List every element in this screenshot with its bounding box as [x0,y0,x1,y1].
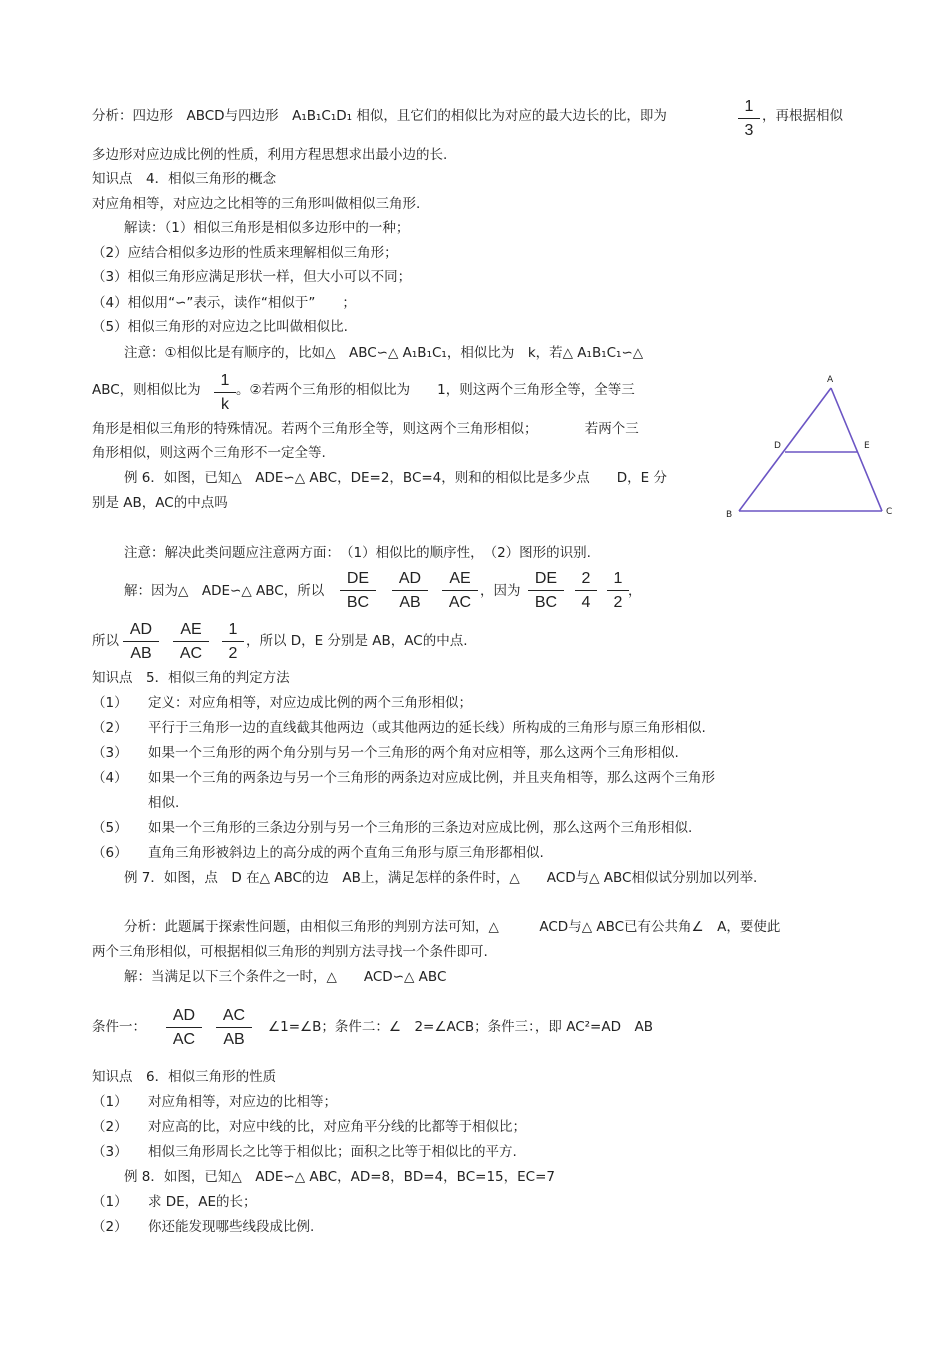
kp4-definition: 对应角相等，对应边之比相等的三角形叫做相似三角形. [92,196,421,212]
kp5-item-text: 相似. [148,795,180,811]
kp6-item-number: （1） [92,1094,128,1110]
analysis-7-line-b: 两个三角形相似，可根据相似三角形的判别方法寻找一个条件即可. [92,944,488,960]
kp5-item-number: （1） [92,695,128,711]
label-e: E [864,441,870,451]
kp4-item: （3）相似三角形应满足形状一样，但大小可以不同； [92,269,412,285]
side-ab [739,388,831,511]
kp5-item-number: （5） [92,820,128,836]
fraction-ad-ab: $\frac{AD}{AB}$ [392,568,428,615]
fraction-two-fourths: $\frac{2}{4}$ [575,568,597,615]
fraction-de-bc: $\frac{DE}{BC}$ [528,568,564,615]
section-title-kp4: 知识点 4．相似三角形的概念 [92,171,277,187]
section-title-kp6: 知识点 6．相似三角形的性质 [92,1069,277,1085]
side-ac [831,388,882,511]
fraction-one-half: $\frac{1}{2}$ [607,568,629,615]
kp5-item-text: 直角三角形被斜边上的高分成的两个直角三角形与原三角形都相似. [148,845,544,861]
solution-6-mid: ，因为 [480,583,521,599]
note-1-line-b-tail: 。②若两个三角形的相似比为 1，则这两个三角形全等，全等三 [236,382,635,398]
kp6-item-text: 相似三角形周长之比等于相似比；面积之比等于相似比的平方. [148,1144,517,1160]
kp5-item-text: 平行于三角形一边的直线截其他两边（或其他两边的延长线）所构成的三角形与原三角形相似. [148,720,706,736]
ex8-item-text: 你还能发现哪些线段成比例. [148,1219,315,1235]
kp5-item-text: 如果一个三角形的两个角分别与另一个三角形的两个角对应相等，那么这两个三角形相似. [148,745,679,761]
fraction-ad-ac: $\frac{AD}{AC}$ [166,1005,202,1052]
kp4-item: （2）应结合相似多边形的性质来理解相似三角形； [92,245,398,261]
note-1-line-c: 角形是相似三角形的特殊情况。若两个三角形全等，则这两个三角形相似； 若两个三 [92,421,639,437]
section-title-kp5: 知识点 5．相似三角的判定方法 [92,670,290,686]
solution-6-line-b-tail: ，所以 D，E 分别是 AB，AC的中点. [246,633,468,649]
fraction-ac-ab: $\frac{AC}{AB}$ [216,1005,252,1052]
kp6-item-number: （3） [92,1144,128,1160]
solution-6-comma: ， [628,583,642,599]
condition-tail: ∠1=∠B；条件二：∠ 2=∠ACB；条件三：，即 AC²=AD AB [268,1019,653,1035]
solution-6-line-b: 所以 [92,633,119,649]
example-6-line-a: 例 6．如图，已知△ ADE∽△ ABC，DE=2，BC=4，则和的相似比是多少点 D，E 分 [124,470,667,486]
fraction-ae-ac: $\frac{AE}{AC}$ [173,619,209,666]
ex8-item-text: 求 DE，AE的长； [148,1194,257,1210]
fraction-de-bc: $\frac{DE}{BC}$ [340,568,376,615]
kp6-item-text: 对应高的比，对应中线的比，对应角平分线的比都等于相似比； [148,1119,526,1135]
fraction-one-half: $\frac{1}{2}$ [222,619,244,666]
kp5-item-text: 如果一个三角形的三条边分别与另一个三角形的三条边对应成比例，那么这两个三角形相似. [148,820,693,836]
triangle-figure [722,370,902,520]
example-6-line-b: 别是 AB，AC的中点吗 [92,495,228,511]
kp6-item-text: 对应角相等，对应边的比相等； [148,1094,337,1110]
example-7: 例 7．如图，点 D 在△ ABC的边 AB上，满足怎样的条件时，△ ACD与△ ABC相似试分别加以列举. [124,870,758,886]
kp5-item-text: 定义：对应角相等，对应边成比例的两个三角形相似； [148,695,472,711]
kp5-item-text: 如果一个三角的两条边与另一个三角形的两条边对应成比例，并且夹角相等，那么这两个三角形 [148,770,715,786]
analysis-line-1-tail: ，再根据相似 [762,108,843,124]
example-8: 例 8．如图，已知△ ADE∽△ ABC，AD=8，BD=4，BC=15，EC=7 [124,1169,555,1185]
fraction-one-over-k: $\frac{1}{k}$ [214,370,236,417]
ex8-item-number: （1） [92,1194,128,1210]
fraction-ae-ac: $\frac{AE}{AC}$ [442,568,478,615]
analysis-7-line-a: 分析：此题属于探索性问题，由相似三角形的判别方法可知，△ ACD与△ ABC已有公共角∠ A，要使此 [124,919,781,935]
condition-label: 条件一： [92,1019,146,1035]
label-c: C [886,507,893,517]
kp4-item: （4）相似用“∽”表示，读作“相似于” ； [92,295,356,311]
ex8-item-number: （2） [92,1219,128,1235]
note-1-line-d: 角形相似，则这两个三角形不一定全等. [92,445,326,461]
kp5-item-number: （6） [92,845,128,861]
kp4-item: 解读：（1）相似三角形是相似多边形中的一种； [124,220,410,236]
analysis-line-2: 多边形对应边成比例的性质，利用方程思想求出最小边的长. [92,147,448,163]
solution-6-line-a: 解：因为△ ADE∽△ ABC，所以 [124,583,325,599]
analysis-line-1: 分析：四边形 ABCD与四边形 A₁B₁C₁D₁ 相似，且它们的相似比为对应的最大边长的比，即为 [92,108,667,124]
fraction-one-third: $\frac{1}{3}$ [738,96,760,143]
kp5-item-number: （4） [92,770,128,786]
kp4-item: （5）相似三角形的对应边之比叫做相似比. [92,319,348,335]
label-a: A [827,375,834,385]
note-2: 注意：解决此类问题应注意两方面： （1）相似比的顺序性， （2）图形的识别. [124,545,591,561]
kp5-item-number: （3） [92,745,128,761]
kp5-item-number: （2） [92,720,128,736]
label-d: D [774,441,781,451]
kp6-item-number: （2） [92,1119,128,1135]
note-1-line-a: 注意：①相似比是有顺序的，比如△ ABC∽△ A₁B₁C₁，相似比为 k，若△ A₁B₁C₁∽△ [124,345,644,361]
solution-7: 解：当满足以下三个条件之一时，△ ACD∽△ ABC [124,969,447,985]
note-1-line-b: ABC，则相似比为 [92,382,201,398]
label-b: B [726,510,733,520]
fraction-ad-ab: $\frac{AD}{AB}$ [123,619,159,666]
